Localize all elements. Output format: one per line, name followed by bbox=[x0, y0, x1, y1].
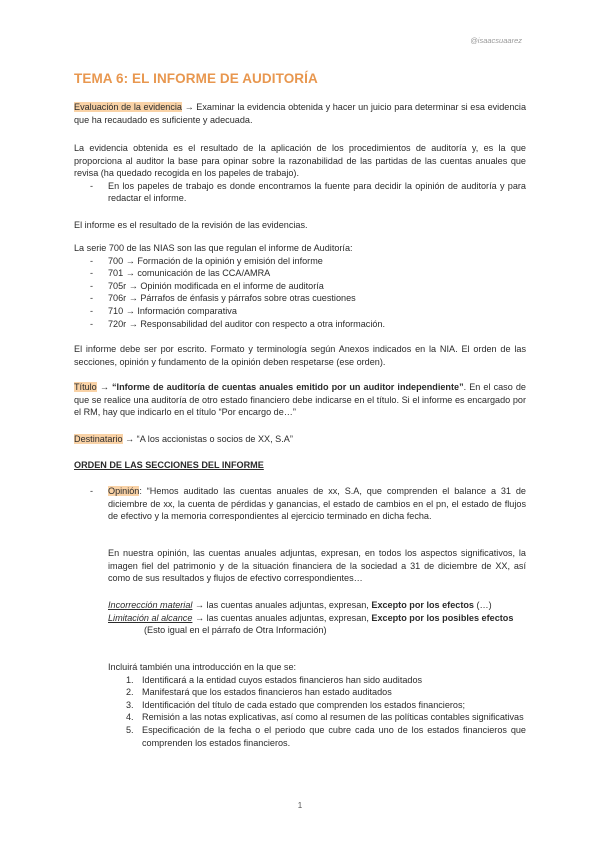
introduccion-list bbox=[126, 674, 526, 750]
limitacion-bold: Excepto por los posibles efectos bbox=[371, 612, 514, 623]
author-handle: @isaacsuaarez bbox=[470, 36, 522, 45]
incorreccion-end: (…) bbox=[473, 600, 492, 610]
list-item: - 706r → Párrafos de énfasis y párrafos sobre otras cuestiones bbox=[74, 292, 526, 305]
destinatario-term: Destinatario bbox=[74, 434, 123, 444]
list-item: - 720r → Responsabilidad del auditor con respecto a otra información. bbox=[74, 318, 526, 331]
titulo-bold: “Informe de auditoría de cuentas anuales emitido por un auditor independiente” bbox=[112, 382, 464, 392]
incorreccion-text: → las cuentas anuales adjuntas, expresan, bbox=[192, 600, 372, 610]
evidencia-bullet: - En los papeles de trabajo es donde encontramos la fuente para decidir la opinión de auditoría y para redactar el informe. bbox=[74, 180, 526, 205]
titulo-term: Título bbox=[74, 382, 97, 392]
opinion-paragraph-2: En nuestra opinión, las cuentas anuales adjuntas, expresan, en todos los aspectos significativos, la imagen fiel del patrimonio y de la situación financiera de la sociedad a 31 de diciembre de XX, así como de sus resultados y flujos de efectivo correspondientes… bbox=[108, 548, 526, 584]
serie-intro: La serie 700 de las NIAS son las que regulan el informe de Auditoría: bbox=[74, 243, 353, 253]
evaluacion-term: Evaluación de la evidencia bbox=[74, 102, 182, 112]
list-item: - 705r → Opinión modificada en el informe de auditoría bbox=[74, 280, 526, 293]
evidencia-text: La evidencia obtenida es el resultado de la aplicación de los procedimientos de auditoría y, es la que proporciona al auditor la base para opinar sobre la razonabilidad de las partidas de las cuentas anuales que revisa (ha quedado recogida en los papeles de trabajo). bbox=[74, 143, 526, 179]
serie-list bbox=[74, 255, 526, 331]
modificaciones-block bbox=[108, 599, 526, 637]
opinion-list bbox=[74, 485, 526, 523]
list-item: 2. Manifestará que los estados financieros han estado auditados bbox=[126, 687, 392, 698]
list-item: 4. Remisión a las notas explicativas, así como al resumen de las políticas contables significativas bbox=[126, 712, 524, 723]
titulo-paragraph bbox=[74, 381, 526, 419]
titulo-text: . En el caso de que se realice una auditoría de otro estado financiero debe indicarse en el título. Si el informe es encargado por el RM, hay que indicarlo en el título “Por encargo de…” bbox=[74, 382, 526, 418]
escrito-paragraph: El informe debe ser por escrito. Formato y terminología según Anexos indicados en la NIA. El orden de las secciones, opinión y fundamento de la opinión deben respetarse (ese orden). bbox=[74, 344, 526, 367]
list-item: 5. Especificación de la fecha o el periodo que cubre cada uno de los estados financieros que comprenden los estados financieros. bbox=[126, 724, 526, 748]
limitacion-text: → las cuentas anuales adjuntas, expresan, bbox=[192, 612, 372, 623]
introduccion-intro: Incluirá también una introducción en la que se: bbox=[108, 662, 297, 672]
destinatario-text: → “A los accionistas o socios de XX, S.A” bbox=[122, 434, 293, 444]
incorreccion-line bbox=[108, 599, 526, 612]
incorreccion-bold: Excepto por los efectos bbox=[371, 600, 474, 610]
list-item: - 701 → comunicación de las CCA/AMRA bbox=[74, 267, 526, 280]
evidencia-list bbox=[74, 180, 526, 205]
list-item: 1. Identificará a la entidad cuyos estados financieros han sido auditados bbox=[126, 674, 423, 685]
destinatario-paragraph bbox=[74, 433, 526, 446]
list-item: 3. Identificación del título de cada estado que comprenden los estados financieros; bbox=[126, 699, 466, 710]
serie-section bbox=[74, 242, 526, 330]
igual-note: (Esto igual en el párrafo de Otra Información) bbox=[144, 625, 327, 636]
introduccion-section bbox=[108, 661, 526, 749]
opinion-item bbox=[74, 485, 526, 523]
section-heading: ORDEN DE LAS SECCIONES DEL INFORME bbox=[74, 460, 264, 470]
incorreccion-term: Incorrección material bbox=[108, 600, 193, 610]
opinion-term: Opinión bbox=[108, 486, 140, 496]
evidencia-paragraph bbox=[74, 142, 526, 205]
page-title: TEMA 6: EL INFORME DE AUDITORÍA bbox=[74, 71, 318, 86]
opinion-text: : “Hemos auditado las cuentas anuales de xx, S.A, que comprenden el balance a 31 de diciembre de xx, la cuenta de pérdidas y ganancias, el estado de cambios en el pn, el estado de flujos de efectivo y la memoria correspondientes al ejercicio terminado en dicha fecha. bbox=[108, 486, 526, 522]
titulo-arrow: → bbox=[96, 382, 112, 392]
limitacion-term: Limitación al alcance bbox=[108, 612, 193, 623]
list-item: - 710 → Información comparativa bbox=[74, 305, 526, 318]
opinion-section bbox=[74, 485, 526, 523]
page-number: 1 bbox=[297, 801, 303, 810]
evaluacion-text: → Examinar la evidencia obtenida y hacer un juicio para determinar si esa evidencia que ha recaudado es suficiente y adecuada. bbox=[74, 102, 526, 125]
limitacion-line bbox=[108, 612, 526, 625]
informe-resultado-paragraph: El informe es el resultado de la revisión de las evidencias. bbox=[74, 220, 308, 230]
evaluacion-paragraph bbox=[74, 101, 526, 126]
list-item: - 700 → Formación de la opinión y emisión del informe bbox=[74, 255, 526, 268]
